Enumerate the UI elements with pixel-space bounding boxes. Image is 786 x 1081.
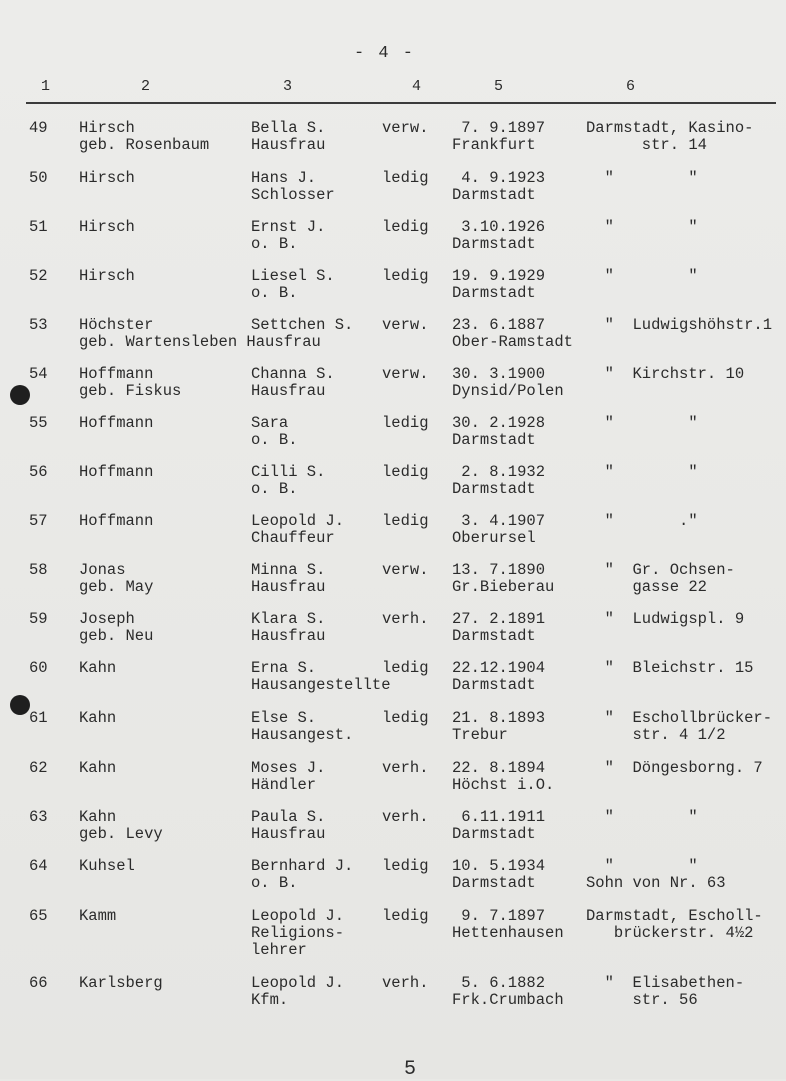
surname: Joseph	[79, 610, 135, 628]
occupation: Religions-	[251, 924, 345, 942]
surname: Hirsch	[79, 119, 135, 137]
marital-status: ledig	[382, 512, 429, 530]
given-name: Leopold J.	[251, 907, 345, 925]
occupation: Hausfrau	[251, 578, 326, 596]
surname: Hoffmann	[79, 512, 154, 530]
birth-date: 5. 6.1882	[452, 974, 546, 992]
occupation: Kfm.	[251, 991, 289, 1009]
birth-date: 22.12.1904	[452, 659, 546, 677]
maiden-name: geb. Levy	[79, 825, 163, 843]
column-header-1: 1	[41, 78, 51, 95]
given-name: Leopold J.	[251, 512, 345, 530]
birth-date: 23. 6.1887	[452, 316, 546, 334]
marital-status: ledig	[382, 463, 429, 481]
row-number: 58	[29, 561, 48, 579]
maiden-name: geb. Neu	[79, 627, 154, 645]
row-number: 61	[29, 709, 48, 727]
occupation: o. B.	[251, 874, 298, 892]
row-number: 57	[29, 512, 48, 530]
birth-date: 3.10.1926	[452, 218, 546, 236]
marital-status: ledig	[382, 709, 429, 727]
residence: " "	[586, 218, 698, 236]
birth-date: 30. 2.1928	[452, 414, 546, 432]
birth-date: 21. 8.1893	[452, 709, 546, 727]
surname: Kamm	[79, 907, 117, 925]
residence: " Gr. Ochsen-	[586, 561, 735, 579]
birth-place: Darmstadt	[452, 825, 536, 843]
birth-date: 6.11.1911	[452, 808, 546, 826]
given-name: Liesel S.	[251, 267, 335, 285]
residence-line2: gasse 22	[586, 578, 707, 596]
residence-line2: str. 4 1/2	[586, 726, 726, 744]
residence: " Ludwigspl. 9	[586, 610, 745, 628]
residence: " "	[586, 463, 698, 481]
marital-status: ledig	[382, 659, 429, 677]
given-name: Else S.	[251, 709, 317, 727]
given-name: Ernst J.	[251, 218, 326, 236]
birth-place: Darmstadt	[452, 627, 536, 645]
residence: " "	[586, 169, 698, 187]
birth-place: Darmstadt	[452, 480, 536, 498]
birth-date: 22. 8.1894	[452, 759, 546, 777]
given-name: Sara	[251, 414, 289, 432]
marital-status: verw.	[382, 119, 429, 137]
occupation: Hausangest.	[251, 726, 354, 744]
birth-place: Darmstadt	[452, 874, 536, 892]
residence: Darmstadt, Escholl-	[586, 907, 763, 925]
punch-hole	[10, 385, 30, 405]
marital-status: verh.	[382, 610, 429, 628]
birth-place: Darmstadt	[452, 284, 536, 302]
surname: Hoffmann	[79, 463, 154, 481]
birth-place: Darmstadt	[452, 431, 536, 449]
row-number: 62	[29, 759, 48, 777]
residence: " ."	[586, 512, 698, 530]
maiden-name: geb. Wartensleben Hausfrau	[79, 333, 321, 351]
birth-place: Frankfurt	[452, 136, 536, 154]
birth-place: Höchst i.O.	[452, 776, 555, 794]
occupation-line2: lehrer	[251, 941, 307, 959]
occupation: o. B.	[251, 284, 298, 302]
row-number: 66	[29, 974, 48, 992]
residence-line2: str. 56	[586, 991, 698, 1009]
marital-status: verw.	[382, 561, 429, 579]
column-header-4: 4	[412, 78, 422, 95]
given-name: Bella S.	[251, 119, 326, 137]
row-number: 63	[29, 808, 48, 826]
given-name: Bernhard J.	[251, 857, 354, 875]
row-number: 56	[29, 463, 48, 481]
marital-status: ledig	[382, 218, 429, 236]
given-name: Erna S.	[251, 659, 317, 677]
marital-status: verh.	[382, 974, 429, 992]
surname: Hoffmann	[79, 414, 154, 432]
occupation: Schlosser	[251, 186, 335, 204]
marital-status: verh.	[382, 808, 429, 826]
marital-status: ledig	[382, 414, 429, 432]
row-number: 53	[29, 316, 48, 334]
maiden-name: geb. May	[79, 578, 154, 596]
birth-date: 2. 8.1932	[452, 463, 546, 481]
birth-place: Darmstadt	[452, 676, 536, 694]
marital-status: ledig	[382, 169, 429, 187]
given-name: Channa S.	[251, 365, 335, 383]
birth-place: Frk.Crumbach	[452, 991, 564, 1009]
birth-date: 13. 7.1890	[452, 561, 546, 579]
row-number: 55	[29, 414, 48, 432]
row-number: 52	[29, 267, 48, 285]
birth-date: 3. 4.1907	[452, 512, 546, 530]
residence: Darmstadt, Kasino-	[586, 119, 754, 137]
occupation: Händler	[251, 776, 317, 794]
occupation: Hausangestellte	[251, 676, 391, 694]
occupation: Chauffeur	[251, 529, 335, 547]
birth-place: Darmstadt	[452, 235, 536, 253]
surname: Karlsberg	[79, 974, 163, 992]
row-number: 59	[29, 610, 48, 628]
residence-line2: str. 14	[586, 136, 707, 154]
birth-date: 19. 9.1929	[452, 267, 546, 285]
marital-status: verw.	[382, 365, 429, 383]
surname: Kahn	[79, 709, 117, 727]
occupation: o. B.	[251, 431, 298, 449]
residence: " "	[586, 414, 698, 432]
maiden-name: geb. Fiskus	[79, 382, 182, 400]
given-name: Paula S.	[251, 808, 326, 826]
residence-line2: brückerstr. 4½2	[586, 924, 754, 942]
residence: " "	[586, 857, 698, 875]
occupation: o. B.	[251, 480, 298, 498]
birth-place: Oberursel	[452, 529, 536, 547]
birth-date: 27. 2.1891	[452, 610, 546, 628]
marital-status: ledig	[382, 267, 429, 285]
surname: Hirsch	[79, 218, 135, 236]
birth-place: Darmstadt	[452, 186, 536, 204]
birth-date: 7. 9.1897	[452, 119, 546, 137]
marital-status: ledig	[382, 907, 429, 925]
occupation: Hausfrau	[251, 627, 326, 645]
occupation: Hausfrau	[251, 136, 326, 154]
surname: Höchster	[79, 316, 154, 334]
row-number: 50	[29, 169, 48, 187]
residence: " "	[586, 808, 698, 826]
birth-date: 9. 7.1897	[452, 907, 546, 925]
surname: Jonas	[79, 561, 126, 579]
given-name: Minna S.	[251, 561, 326, 579]
row-number: 65	[29, 907, 48, 925]
marital-status: verh.	[382, 759, 429, 777]
birth-date: 10. 5.1934	[452, 857, 546, 875]
residence: " Bleichstr. 15	[586, 659, 754, 677]
maiden-name: geb. Rosenbaum	[79, 136, 210, 154]
row-number: 54	[29, 365, 48, 383]
given-name: Hans J.	[251, 169, 317, 187]
marital-status: ledig	[382, 857, 429, 875]
given-name: Moses J.	[251, 759, 326, 777]
occupation: Hausfrau	[251, 382, 326, 400]
birth-date: 30. 3.1900	[452, 365, 546, 383]
column-header-2: 2	[141, 78, 151, 95]
surname: Kahn	[79, 759, 117, 777]
page-number: - 4 -	[354, 44, 416, 63]
given-name: Leopold J.	[251, 974, 345, 992]
surname: Kahn	[79, 659, 117, 677]
birth-place: Ober-Ramstadt	[452, 333, 573, 351]
given-name: Cilli S.	[251, 463, 326, 481]
given-name: Settchen S.	[251, 316, 354, 334]
marital-status: verw.	[382, 316, 429, 334]
header-rule	[26, 102, 776, 104]
residence: " "	[586, 267, 698, 285]
surname: Kuhsel	[79, 857, 135, 875]
residence: " Ludwigshöhstr.1	[586, 316, 773, 334]
surname: Hirsch	[79, 169, 135, 187]
row-number: 51	[29, 218, 48, 236]
birth-place: Trebur	[452, 726, 508, 744]
residence: " Elisabethen-	[586, 974, 745, 992]
footer-mark: 5	[404, 1058, 417, 1081]
residence: " Kirchstr. 10	[586, 365, 745, 383]
column-header-3: 3	[283, 78, 293, 95]
birth-place: Gr.Bieberau	[452, 578, 555, 596]
birth-place: Hettenhausen	[452, 924, 564, 942]
row-number: 60	[29, 659, 48, 677]
birth-place: Dynsid/Polen	[452, 382, 564, 400]
occupation: Hausfrau	[251, 825, 326, 843]
occupation: o. B.	[251, 235, 298, 253]
surname: Kahn	[79, 808, 117, 826]
column-header-6: 6	[626, 78, 636, 95]
residence-line2: Sohn von Nr. 63	[586, 874, 726, 892]
given-name: Klara S.	[251, 610, 326, 628]
residence: " Döngesborng. 7	[586, 759, 763, 777]
row-number: 64	[29, 857, 48, 875]
surname: Hoffmann	[79, 365, 154, 383]
residence: " Eschollbrücker-	[586, 709, 773, 727]
punch-hole	[10, 695, 30, 715]
birth-date: 4. 9.1923	[452, 169, 546, 187]
row-number: 49	[29, 119, 48, 137]
surname: Hirsch	[79, 267, 135, 285]
column-header-5: 5	[494, 78, 504, 95]
